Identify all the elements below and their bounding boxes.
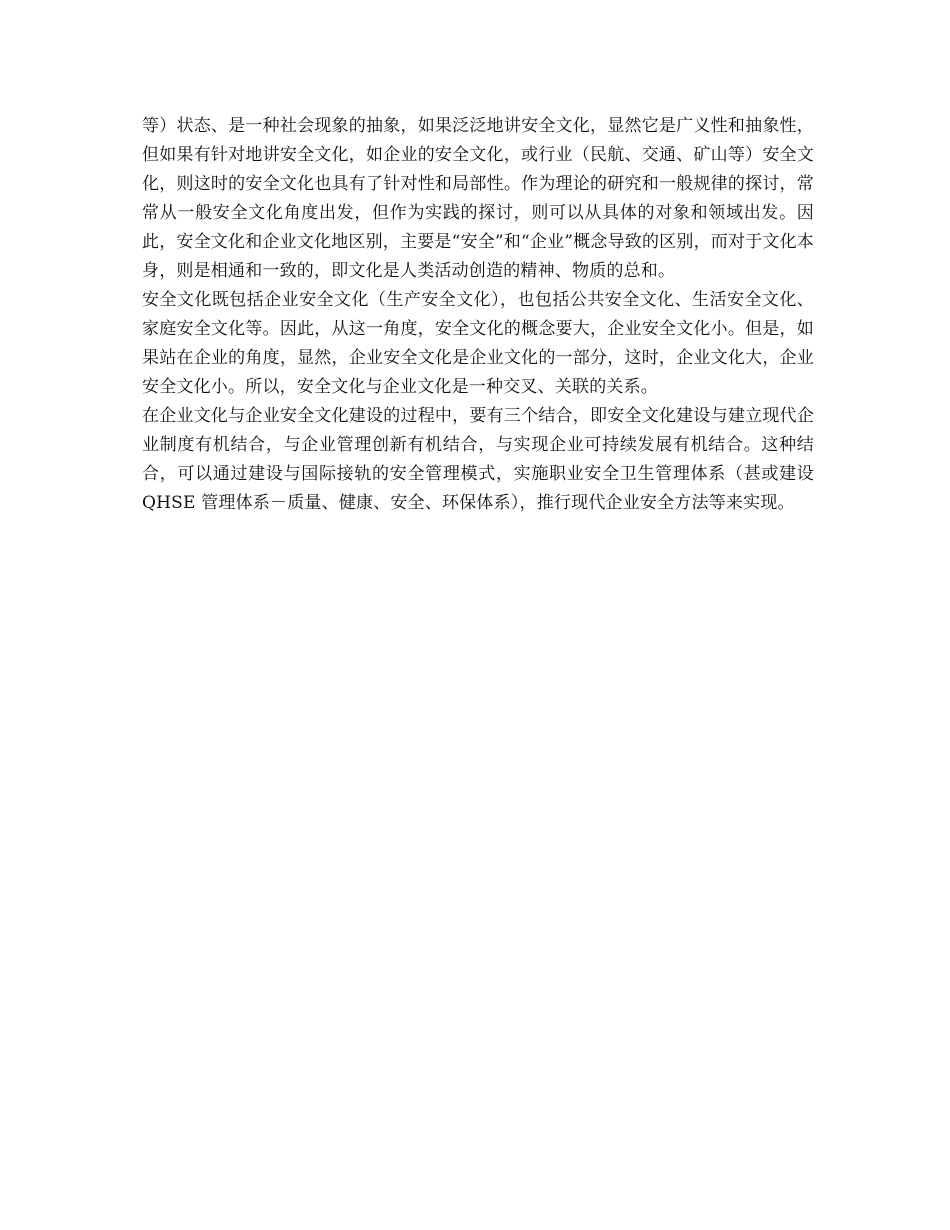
paragraph-3: 在企业文化与企业安全文化建设的过程中，要有三个结合，即安全文化建设与建立现代企业制度有机结合，与企业管理创新有机结合，与实现企业可持续发展有机结合。这种结合，可以通过建设与国际接轨的安全管理模式，实施职业安全卫生管理体系（甚或建设 QHSE 管理体系－质量、健康、安全、环保体系），推行现代企业安全方法等来实现。 xyxy=(142,406,814,513)
document-body xyxy=(142,112,814,518)
paragraph-2: 安全文化既包括企业安全文化（生产安全文化），也包括公共安全文化、生活安全文化、家庭安全文化等。因此，从这一角度，安全文化的概念要大，企业安全文化小。但是，如果站在企业的角度，显然，企业安全文化是企业文化的一部分，这时，企业文化大，企业安全文化小。所以，安全文化与企业文化是一种交叉、关联的关系。 xyxy=(142,290,814,397)
paragraph-1: 等）状态、是一种社会现象的抽象，如果泛泛地讲安全文化，显然它是广义性和抽象性，但如果有针对地讲安全文化，如企业的安全文化，或行业（民航、交通、矿山等）安全文化，则这时的安全文化也具有了针对性和局部性。作为理论的研究和一般规律的探讨，常常从一般安全文化角度出发，但作为实践的探讨，则可以从具体的对象和领域出发。因此，安全文化和企业文化地区别，主要是“安全”和“企业”概念导致的区别，而对于文化本身，则是相通和一致的，即文化是人类活动创造的精神、物质的总和。 xyxy=(142,116,814,281)
